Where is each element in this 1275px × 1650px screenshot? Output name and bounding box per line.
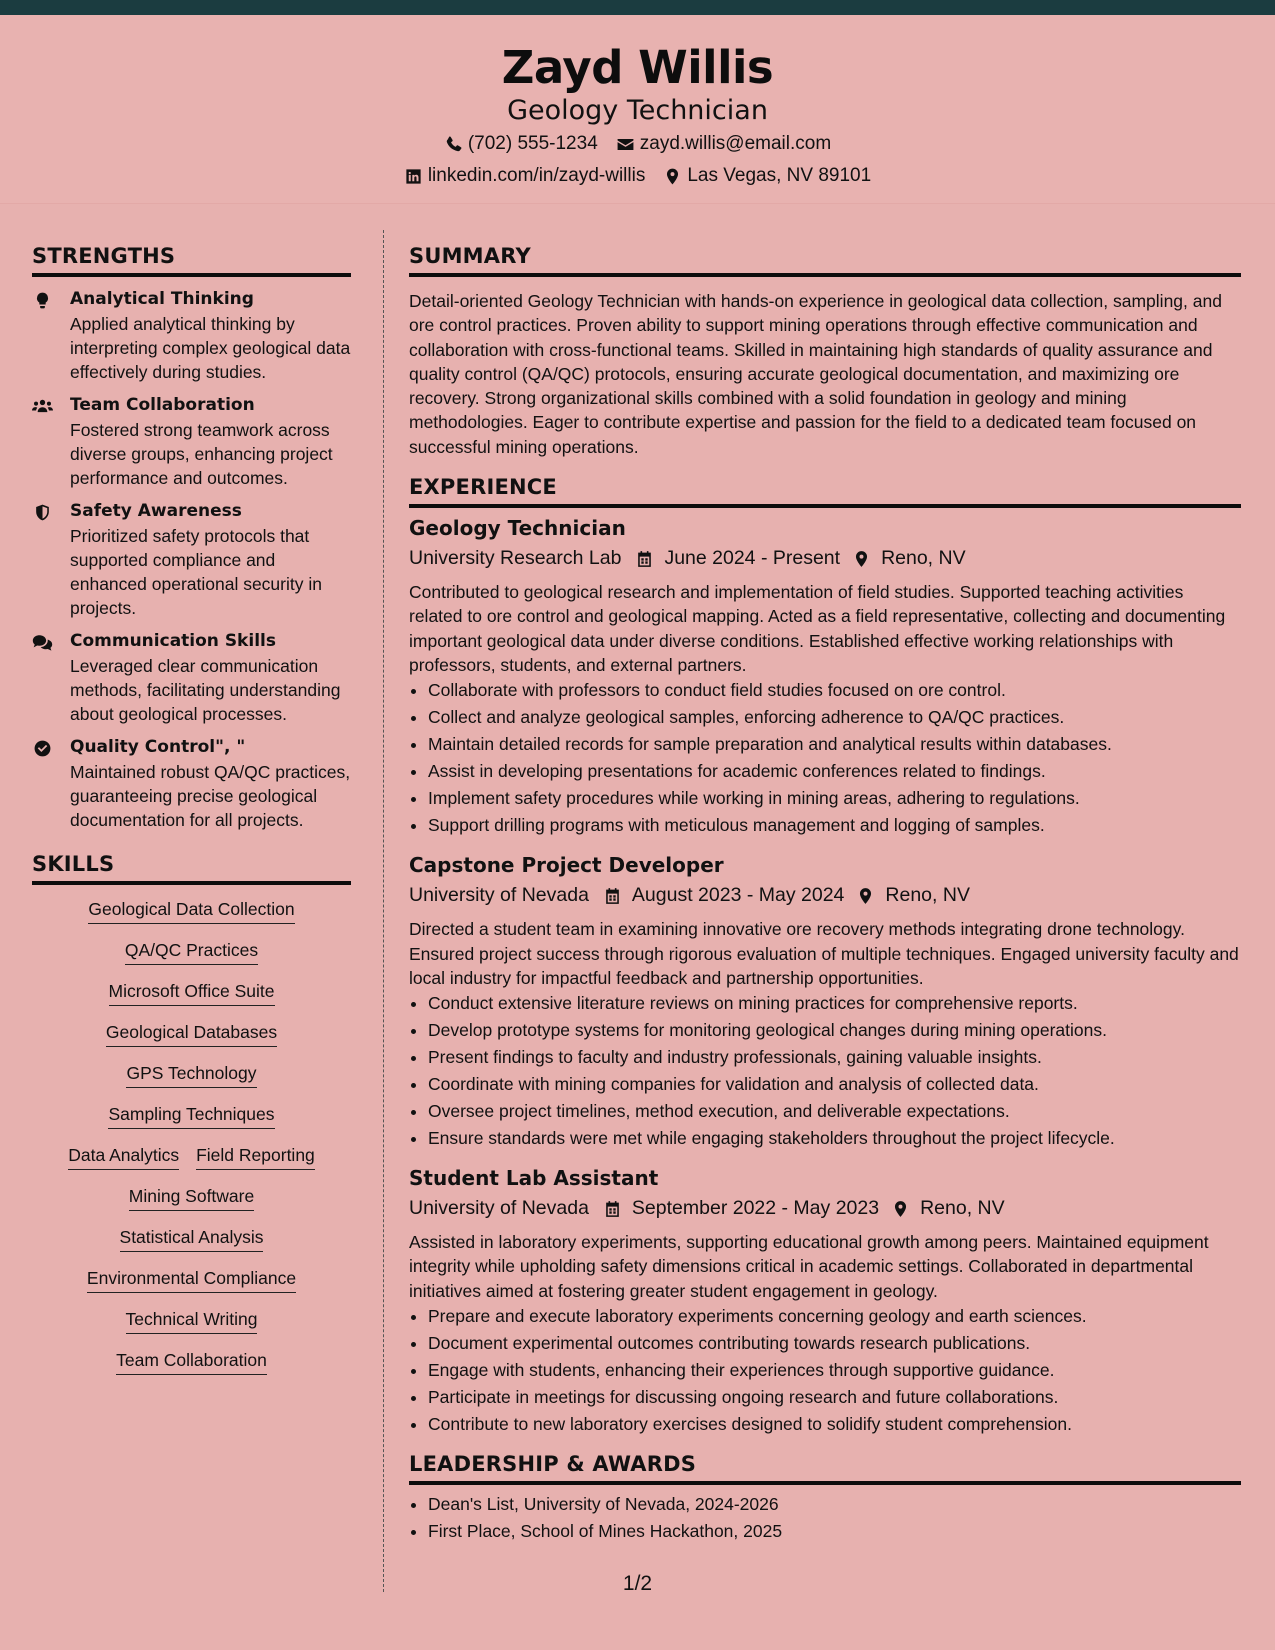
experience-entry xyxy=(409,853,1241,1152)
list-item: • Maintain detailed records for sample preparation and analytical results within databases. xyxy=(428,731,1241,758)
strength-desc: Fostered strong teamwork across diverse groups, enhancing project performance and outcomes. xyxy=(70,420,333,488)
list-item: • Conduct extensive literature reviews on mining practices for comprehensive reports. xyxy=(428,990,1241,1017)
skill-tag: Microsoft Office Suite xyxy=(109,981,275,1006)
strength-desc: Prioritized safety protocols that supported compliance and enhanced operational security in projects. xyxy=(70,526,322,618)
list-item: • Develop prototype systems for monitoring geological changes during mining operations. xyxy=(428,1017,1241,1044)
job-location: Reno, NV xyxy=(885,884,970,907)
calendar-icon xyxy=(635,549,654,569)
skill-tag: Technical Writing xyxy=(126,1309,258,1334)
list-item: • Document experimental outcomes contributing towards research publications. xyxy=(428,1330,1241,1357)
job-org: University Research Lab xyxy=(409,547,622,570)
job-meta xyxy=(409,884,1241,907)
map-pin-icon xyxy=(891,1199,910,1219)
job-meta xyxy=(409,547,1241,570)
skill-tag: GPS Technology xyxy=(126,1063,256,1088)
list-item: • Dean's List, University of Nevada, 2024-2026 xyxy=(428,1491,1241,1518)
strength-item xyxy=(32,289,351,384)
job-bullets xyxy=(409,990,1241,1152)
location-text: Las Vegas, NV 89101 xyxy=(687,165,872,186)
strength-title: Safety Awareness xyxy=(70,501,242,521)
list-item: • Oversee project timelines, method execution, and deliverable expectations. xyxy=(428,1098,1241,1125)
list-item: • Prepare and execute laboratory experiments concerning geology and earth sciences. xyxy=(428,1303,1241,1330)
skills-heading: SKILLS xyxy=(32,852,351,885)
strength-item xyxy=(32,737,351,832)
strength-item xyxy=(32,395,351,490)
strength-title: Communication Skills xyxy=(70,631,276,651)
list-item: • Contribute to new laboratory exercises designed to solidify student comprehension. xyxy=(428,1411,1241,1438)
resume-header xyxy=(0,15,1275,204)
map-pin-icon xyxy=(856,886,875,906)
skill-tag: Geological Data Collection xyxy=(88,899,294,924)
skill-tag: Sampling Techniques xyxy=(108,1104,274,1129)
job-dates: August 2023 - May 2024 xyxy=(631,884,845,907)
job-bullets xyxy=(409,1303,1241,1438)
strength-title: Quality Control", " xyxy=(70,737,246,757)
skill-tag: QA/QC Practices xyxy=(125,940,258,965)
job-bullets xyxy=(409,677,1241,839)
list-item: • Ensure standards were met while engaging stakeholders throughout the project lifecycle. xyxy=(428,1125,1241,1152)
phone-icon xyxy=(444,135,463,154)
job-description: Directed a student team in examining innovative ore recovery methods integrating drone technology. Ensured project success through rigorous evaluation of multiple techniques. Engaged university faculty and local industry for impactful feedback and partnership opportunities. xyxy=(409,919,1239,988)
experience-entry xyxy=(409,1166,1241,1438)
right-column xyxy=(409,244,1241,1545)
summary-text: Detail-oriented Geology Technician with hands-on experience in geological data collection, sampling, and ore control practices. Proven ability to support mining operations through effective communication and collaboration with cross-functional teams. Skilled in maintaining high standards of quality assurance and quality control (QA/QC) protocols, ensuring accurate geological documentation, and maximizing ore recovery. Strong organizational skills combined with a solid foundation in geology and mining methodologies. Eager to contribute expertise and passion for the field to a dedicated team focused on successful mining operations. xyxy=(409,291,1222,457)
list-item: • Collaborate with professors to conduct field studies focused on ore control. xyxy=(428,677,1241,704)
contact-linkedin[interactable] xyxy=(404,165,646,187)
list-item: • Implement safety procedures while working in mining areas, adhering to regulations. xyxy=(428,785,1241,812)
list-item: • Collect and analyze geological samples, enforcing adherence to QA/QC practices. xyxy=(428,704,1241,731)
check-circle-icon xyxy=(32,739,53,758)
skill-tag: Mining Software xyxy=(129,1186,254,1211)
experience-heading: EXPERIENCE xyxy=(409,475,1241,508)
shield-icon xyxy=(32,503,53,522)
awards-list xyxy=(409,1491,1241,1545)
strengths-heading: STRENGTHS xyxy=(32,244,351,277)
job-description: Contributed to geological research and implementation of field studies. Supported teaching activities related to ore control and geological mapping. Acted as a field representative, collecting and documenting important geological data under diverse conditions. Established effective working relationships with professors, students, and external partners. xyxy=(409,582,1226,675)
job-dates: September 2022 - May 2023 xyxy=(631,1197,880,1220)
envelope-icon xyxy=(616,135,635,154)
skills-list xyxy=(32,899,351,1375)
strength-title: Team Collaboration xyxy=(70,395,255,415)
strength-desc: Maintained robust QA/QC practices, guaranteeing precise geological documentation for all projects. xyxy=(70,762,351,830)
list-item: • Assist in developing presentations for academic conferences related to findings. xyxy=(428,758,1241,785)
comments-icon xyxy=(32,633,53,652)
users-icon xyxy=(32,397,53,416)
map-pin-icon xyxy=(663,167,682,186)
list-item: • Participate in meetings for discussing ongoing research and future collaborations. xyxy=(428,1384,1241,1411)
job-description: Assisted in laboratory experiments, supporting educational growth among peers. Maintained equipment integrity while upholding safety dimensions critical in academic settings. Collaborated in departmental initiatives aimed at fostering greater student engagement in geology. xyxy=(409,1232,1209,1301)
list-item: • Present findings to faculty and industry professionals, gaining valuable insights. xyxy=(428,1044,1241,1071)
job-location: Reno, NV xyxy=(881,547,966,570)
strength-title: Analytical Thinking xyxy=(70,289,254,309)
skill-tag: Team Collaboration xyxy=(116,1350,267,1375)
job-meta xyxy=(409,1197,1241,1220)
experience-entry xyxy=(409,516,1241,839)
calendar-icon xyxy=(603,1199,622,1219)
skill-tag: Geological Databases xyxy=(106,1022,277,1047)
phone-text: (702) 555-1234 xyxy=(467,133,598,154)
contact-location xyxy=(663,165,871,187)
linkedin-text[interactable]: linkedin.com/in/zayd-willis xyxy=(427,165,646,186)
contact-row-2 xyxy=(0,165,1275,187)
strength-desc: Leveraged clear communication methods, facilitating understanding about geological processes. xyxy=(70,656,341,724)
job-title: Student Lab Assistant xyxy=(409,1166,659,1191)
skill-tag: Data Analytics xyxy=(68,1145,179,1170)
job-org: University of Nevada xyxy=(409,884,589,907)
job-title: Geology Technician xyxy=(409,516,626,541)
list-item: • First Place, School of Mines Hackathon, 2025 xyxy=(428,1518,1241,1545)
job-location: Reno, NV xyxy=(920,1197,1005,1220)
calendar-icon xyxy=(603,886,622,906)
skill-tag: Field Reporting xyxy=(196,1145,315,1170)
contact-email[interactable] xyxy=(616,133,831,155)
awards-heading: LEADERSHIP & AWARDS xyxy=(409,1452,1241,1485)
candidate-name: Zayd Willis xyxy=(501,41,774,94)
summary-heading: SUMMARY xyxy=(409,244,1241,277)
candidate-title: Geology Technician xyxy=(507,95,768,126)
contact-row-1 xyxy=(0,133,1275,155)
skill-tag: Environmental Compliance xyxy=(87,1268,296,1293)
list-item: • Coordinate with mining companies for validation and analysis of collected data. xyxy=(428,1071,1241,1098)
skill-tag: Statistical Analysis xyxy=(120,1227,264,1252)
top-bar xyxy=(0,0,1275,15)
list-item: • Support drilling programs with meticulous management and logging of samples. xyxy=(428,812,1241,839)
strength-desc: Applied analytical thinking by interpreting complex geological data effectively during studies. xyxy=(70,314,351,382)
strength-item xyxy=(32,501,351,620)
page-number: 1/2 xyxy=(622,1572,653,1595)
column-divider xyxy=(383,230,384,1592)
job-org: University of Nevada xyxy=(409,1197,589,1220)
left-column xyxy=(32,244,351,1391)
job-title: Capstone Project Developer xyxy=(409,853,724,878)
map-pin-icon xyxy=(852,549,871,569)
linkedin-icon xyxy=(404,167,423,186)
contact-phone xyxy=(444,133,598,155)
strength-item xyxy=(32,631,351,726)
lightbulb-icon xyxy=(32,291,53,310)
list-item: • Engage with students, enhancing their experiences through supportive guidance. xyxy=(428,1357,1241,1384)
email-text[interactable]: zayd.willis@email.com xyxy=(639,133,832,154)
job-dates: June 2024 - Present xyxy=(664,547,841,570)
